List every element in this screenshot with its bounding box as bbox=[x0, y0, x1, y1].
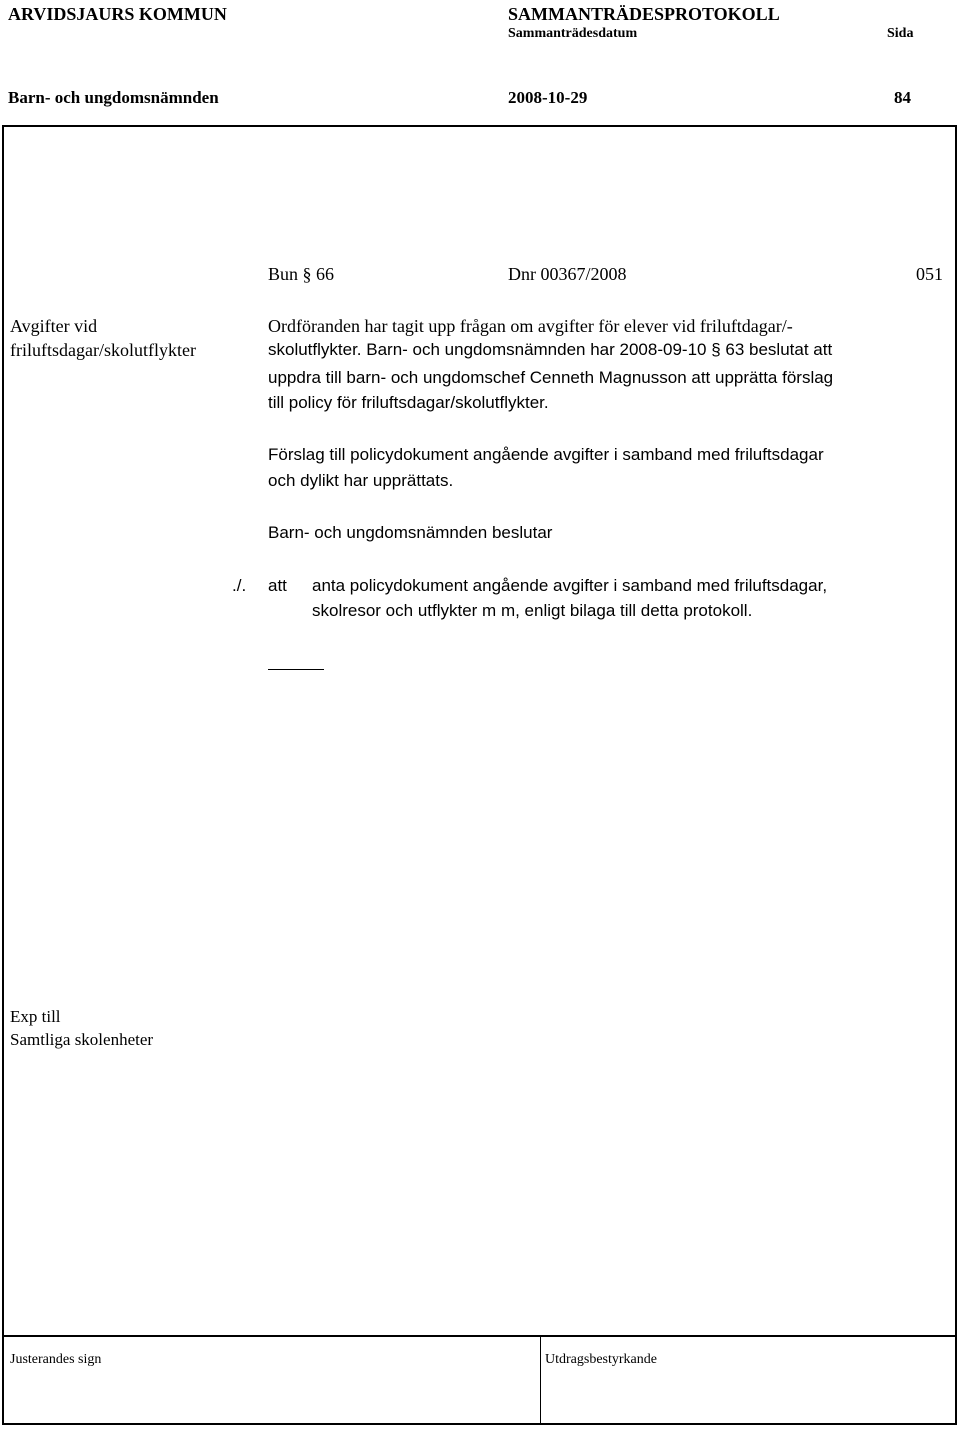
distribution-line-2: Samtliga skolenheter bbox=[10, 1030, 154, 1049]
right-rule bbox=[955, 125, 957, 1425]
case-title-line-1: Avgifter vid bbox=[10, 316, 98, 336]
page-number: 84 bbox=[894, 88, 911, 107]
end-of-section-rule bbox=[268, 669, 324, 670]
case-title-line-2: friluftsdagar/skolutflykter bbox=[10, 340, 196, 360]
para1-line-4: till policy för friluftsdagar/skolutflykter. bbox=[268, 393, 549, 412]
paragraph-number: Bun § 66 bbox=[268, 264, 335, 284]
meeting-date-label: Sammanträdesdatum bbox=[508, 26, 638, 41]
page-label: Sida bbox=[887, 26, 914, 41]
committee-name: Barn- och ungdomsnämnden bbox=[8, 88, 219, 107]
attachment-marker: ./. bbox=[232, 576, 247, 595]
para1-line-1: Ordföranden har tagit upp frågan om avgifter för elever vid friluftdagar/- bbox=[268, 316, 793, 336]
distribution-line-1: Exp till bbox=[10, 1007, 61, 1026]
decision-att: att bbox=[268, 576, 287, 595]
decision-heading: Barn- och ungdomsnämnden beslutar bbox=[268, 523, 553, 542]
archive-code: 051 bbox=[916, 264, 943, 284]
document-type: SAMMANTRÄDESPROTOKOLL bbox=[508, 4, 780, 24]
extract-label: Utdragsbestyrkande bbox=[545, 1352, 657, 1367]
footer-rule bbox=[2, 1335, 957, 1337]
signature-label: Justerandes sign bbox=[10, 1352, 102, 1367]
meeting-date: 2008-10-29 bbox=[508, 88, 588, 107]
decision-line-2: skolresor och utflykter m m, enligt bilaga till detta protokoll. bbox=[312, 601, 753, 620]
diary-number: Dnr 00367/2008 bbox=[508, 264, 627, 284]
para1-line-2: skolutflykter. Barn- och ungdomsnämnden har 2008-09-10 § 63 beslutat att bbox=[268, 340, 833, 359]
decision-line-1: anta policydokument angående avgifter i samband med friluftsdagar, bbox=[312, 576, 828, 595]
footer-divider bbox=[540, 1335, 541, 1425]
para1-line-3: uppdra till barn- och ungdomschef Cenneth Magnusson att upprätta förslag bbox=[268, 368, 834, 387]
top-rule bbox=[2, 125, 957, 127]
para2-line-2: och dylikt har upprättats. bbox=[268, 471, 454, 490]
bottom-rule bbox=[2, 1423, 957, 1425]
left-rule bbox=[2, 125, 4, 1425]
para2-line-1: Förslag till policydokument angående avgifter i samband med friluftsdagar bbox=[268, 445, 824, 464]
municipality-name: ARVIDSJAURS KOMMUN bbox=[8, 4, 227, 24]
